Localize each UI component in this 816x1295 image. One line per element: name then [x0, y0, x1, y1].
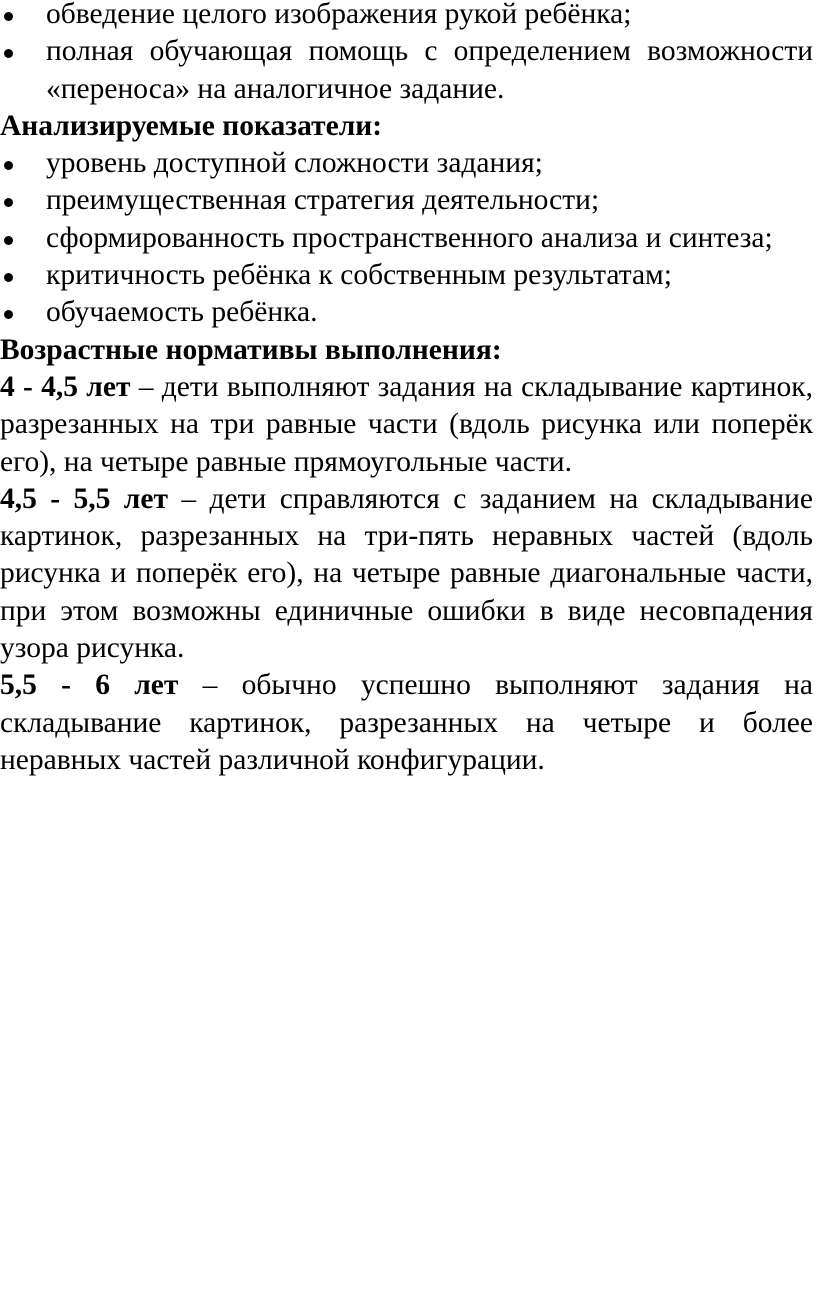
list-item-text: обучаемость ребёнка. [46, 296, 318, 329]
list-item-text: преимущественная стратегия деятельности; [46, 184, 600, 217]
bullet-icon [4, 161, 13, 170]
bullet-icon [4, 273, 13, 282]
list-item-text: уровень доступной сложности задания; [46, 147, 543, 180]
list-item [0, 257, 813, 294]
list-item [0, 220, 813, 257]
list-item [0, 145, 813, 182]
bullet-icon [4, 49, 13, 58]
bullet-icon [4, 198, 13, 207]
bullet-list-top [0, 0, 813, 108]
norm-text: – дети выполняют задания на складывание картинок, разрезанных на три равные части (вдоль рисунка или поперёк его), на четыре равные прямоугольные части. [0, 370, 813, 478]
norm-paragraph [0, 369, 813, 481]
indicators-heading: Анализируемые показатели: [0, 109, 383, 142]
list-item-text: критичность ребёнка к собственным результатам; [46, 259, 672, 292]
norm-text: – дети справляются с заданием на складывание картинок, разрезанных на три-пять неравных частей (вдоль рисунка и поперёк его), на четыре равные диагональные части, при этом возможны единичные ошибки в виде несовпадения узора рисунка. [0, 482, 813, 665]
list-item [0, 0, 813, 33]
list-item [0, 182, 813, 219]
list-item [0, 33, 813, 108]
list-item-text: полная обучающая помощь с определением возможности «переноса» на аналогичное задание. [46, 35, 813, 105]
norm-age: 4,5 - 5,5 лет [0, 482, 168, 515]
norm-paragraph [0, 667, 813, 779]
norms-heading: Возрастные нормативы выполнения: [0, 333, 502, 366]
norm-paragraph [0, 481, 813, 667]
bullet-icon [4, 310, 13, 319]
norm-text: – обычно успешно выполняют задания на складывание картинок, разрезанных на четыре и более неравных частей различной конфигурации. [0, 669, 813, 776]
bullet-icon [4, 236, 13, 245]
indicators-list [0, 145, 813, 331]
list-item-text: обведение целого изображения рукой ребёнка; [46, 0, 632, 30]
norm-age: 4 - 4,5 лет [0, 370, 131, 403]
list-item [0, 294, 813, 331]
bullet-icon [4, 12, 13, 21]
list-item-text: сформированность пространственного анализа и синтеза; [46, 221, 773, 254]
norm-age: 5,5 - 6 лет [0, 669, 179, 702]
